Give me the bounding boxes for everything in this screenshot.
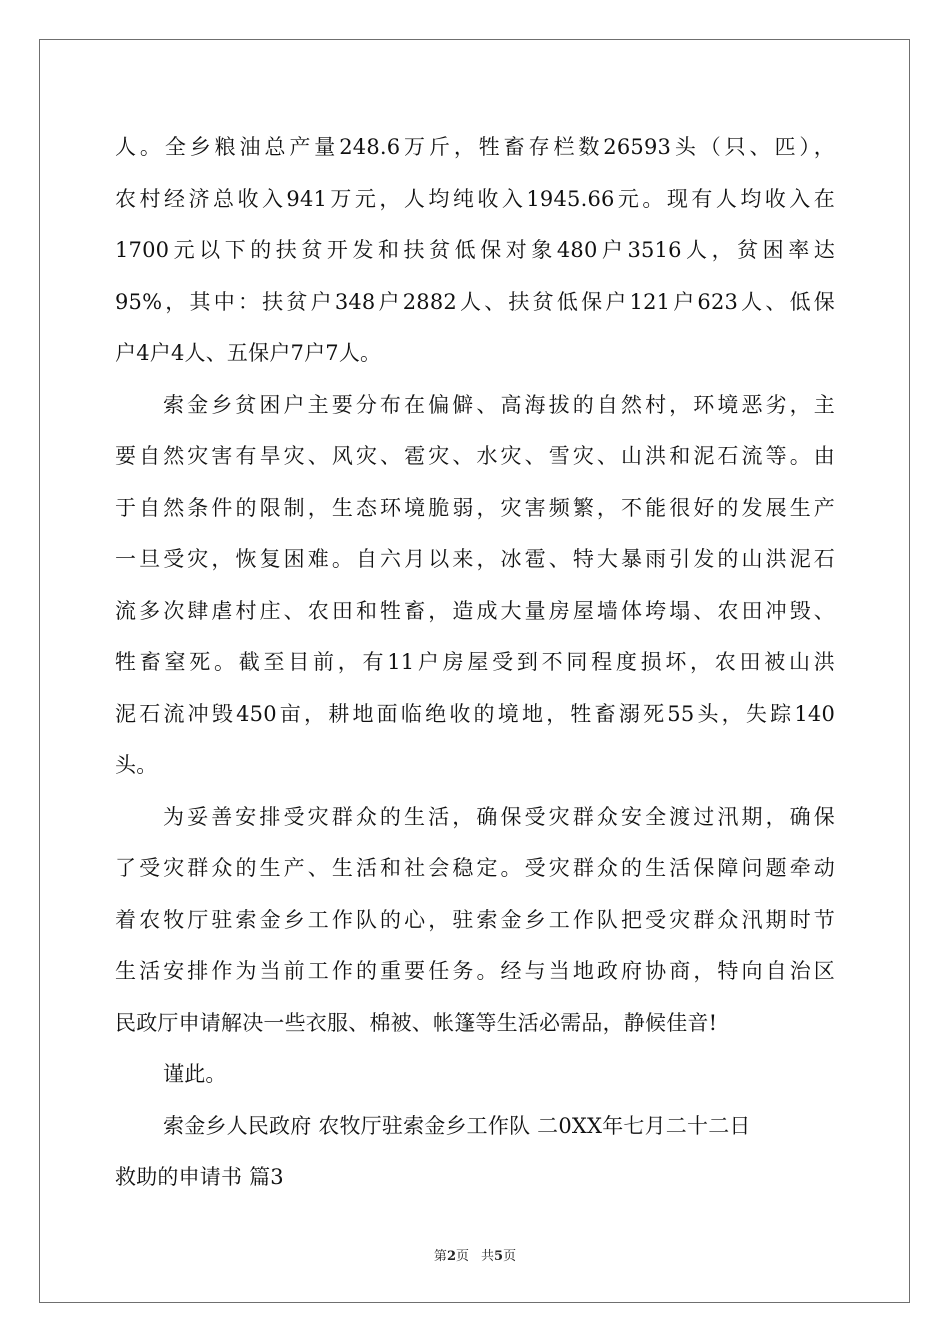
text-line: 头。 — [115, 753, 158, 777]
text-line: 索金乡贫困户主要分布在偏僻、高海拔的自然村，环境恶劣，主 — [163, 392, 835, 417]
total-prefix: 共 — [481, 1249, 495, 1264]
text-line: 农村经济总收入941万元，人均纯收入1945.66元。现有人均收入在 — [115, 186, 835, 211]
page-suffix: 页 — [455, 1249, 469, 1264]
total-suffix: 页 — [503, 1249, 517, 1264]
text-line: 牲畜窒死。截至目前，有11户房屋受到不同程度损坏，农田被山洪 — [115, 650, 835, 674]
text-line: 一旦受灾，恢复困难。自六月以来，冰雹、特大暴雨引发的山洪泥石 — [115, 547, 835, 571]
text-line: 着农牧厅驻索金乡工作队的心，驻索金乡工作队把受灾群众汛期时节 — [115, 907, 835, 932]
text-line: 生活安排作为当前工作的重要任务。经与当地政府协商，特向自治区 — [115, 959, 835, 983]
signature-line: 索金乡人民政府 农牧厅驻索金乡工作队 二0XX年七月二十二日 — [163, 1113, 751, 1138]
text-line: 了受灾群众的生产、生活和社会稳定。受灾群众的生活保障问题牵动 — [115, 856, 835, 880]
page-prefix: 第 — [433, 1249, 447, 1264]
text-line: 流多次肆虐村庄、农田和牲畜，造成大量房屋墙体垮塌、农田冲毁、 — [115, 598, 835, 623]
page-footer — [0, 1248, 950, 1266]
section-heading: 救助的申请书 篇3 — [115, 1165, 284, 1189]
page-current: 2 — [446, 1249, 456, 1264]
text-line: 泥石流冲毁450亩，耕地面临绝收的境地，牲畜溺死55头，失踪140 — [115, 701, 835, 726]
document-body — [115, 122, 835, 1204]
paragraph-section-heading — [115, 1152, 835, 1204]
page-total: 5 — [494, 1249, 504, 1264]
paragraph-closing — [115, 1049, 835, 1101]
text-line: 为妥善安排受灾群众的生活，确保受灾群众安全渡过汛期，确保 — [163, 804, 835, 829]
text-line: 于自然条件的限制，生态环境脆弱，灾害频繁，不能很好的发展生产 — [115, 495, 835, 520]
closing-line: 谨此。 — [163, 1062, 227, 1086]
paragraph-signature — [115, 1101, 835, 1153]
text-line: 人。全乡粮油总产量248.6万斤，牲畜存栏数26593头（只、匹）， — [115, 135, 835, 159]
text-line: 要自然灾害有旱灾、风灾、雹灾、水灾、雪灾、山洪和泥石流等。由 — [115, 444, 835, 468]
text-line: 民政厅申请解决一些衣服、棉被、帐篷等生活必需品，静候佳音! — [115, 1010, 718, 1035]
paragraph-3 — [115, 792, 835, 1050]
text-line: 户4户4人、五保户7户7人。 — [115, 341, 382, 365]
paragraph-1 — [115, 122, 835, 380]
text-line: 1700元以下的扶贫开发和扶贫低保对象480户3516人，贫困率达 — [115, 238, 835, 262]
text-line: 95%，其中：扶贫户348户2882人、扶贫低保户121户623人、低保 — [115, 289, 835, 314]
paragraph-2 — [115, 380, 835, 792]
